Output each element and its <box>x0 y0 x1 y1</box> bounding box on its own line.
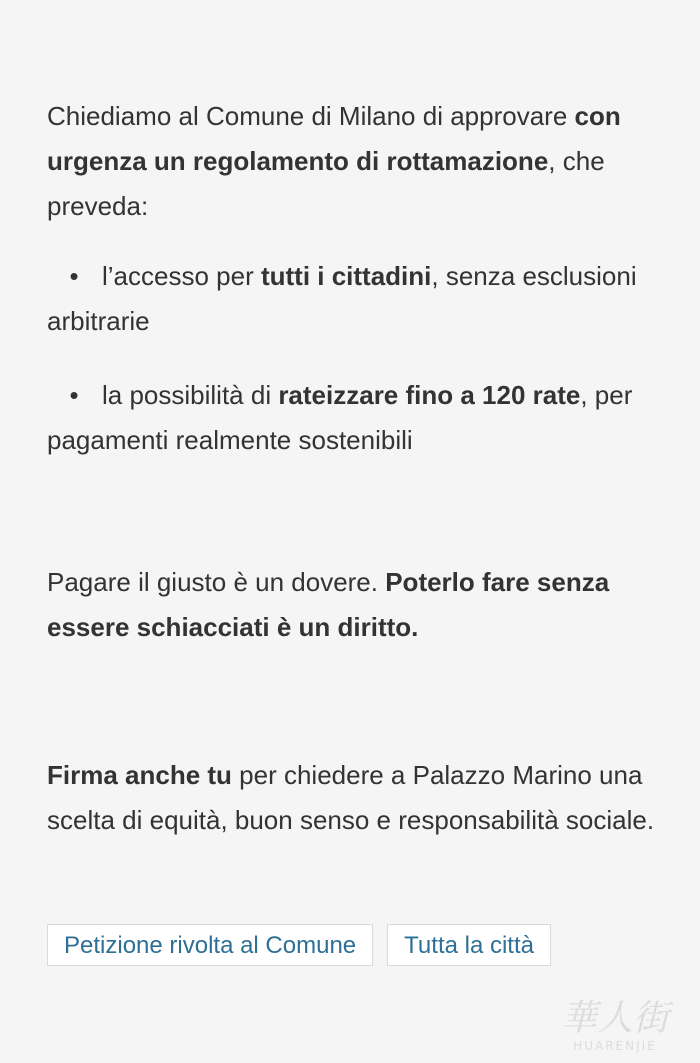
duty-bold: Poterlo fare senza essere schiacciati è un diritto. <box>47 567 610 642</box>
sign-bold: Firma anche tu <box>47 760 232 790</box>
intro-text-2: , che preveda: <box>47 146 605 221</box>
tag-whole-city[interactable]: Tutta la città <box>387 924 551 966</box>
list-item-bold: rateizzare fino a 120 rate <box>278 380 581 410</box>
watermark-logo <box>540 999 690 1053</box>
list-item-text-1: l’accesso per <box>102 261 261 291</box>
list-item <box>47 254 657 344</box>
watermark-latin: HUARENJIE <box>573 1039 657 1053</box>
tag-list <box>47 924 551 966</box>
bullet-icon: • <box>69 261 79 291</box>
list-item-text-2: , senza esclusioni arbitrarie <box>47 261 637 336</box>
sign-paragraph <box>47 753 657 843</box>
sign-text: per chiedere a Palazzo Marino una scelta di equità, buon senso e responsabilità sociale. <box>47 760 655 835</box>
intro-text-1: Chiediamo al Comune di Milano di approvare <box>47 101 575 131</box>
duty-paragraph <box>47 560 657 650</box>
intro-paragraph <box>47 94 657 229</box>
bullet-icon: • <box>69 380 79 410</box>
intro-bold: con urgenza un regolamento di rottamazione <box>47 101 621 176</box>
list-item-text-2: , per pagamenti realmente sostenibili <box>47 380 633 455</box>
list-item-text-1: la possibilità di <box>102 380 279 410</box>
tag-petition[interactable]: Petizione rivolta al Comune <box>47 924 373 966</box>
list-item-bold: tutti i cittadini <box>260 261 432 291</box>
list-item <box>47 373 657 463</box>
watermark-glyphs: 華人街 <box>560 998 669 1039</box>
duty-text: Pagare il giusto è un dovere. <box>47 567 386 597</box>
demands-list <box>47 254 657 463</box>
article-body <box>47 94 657 843</box>
